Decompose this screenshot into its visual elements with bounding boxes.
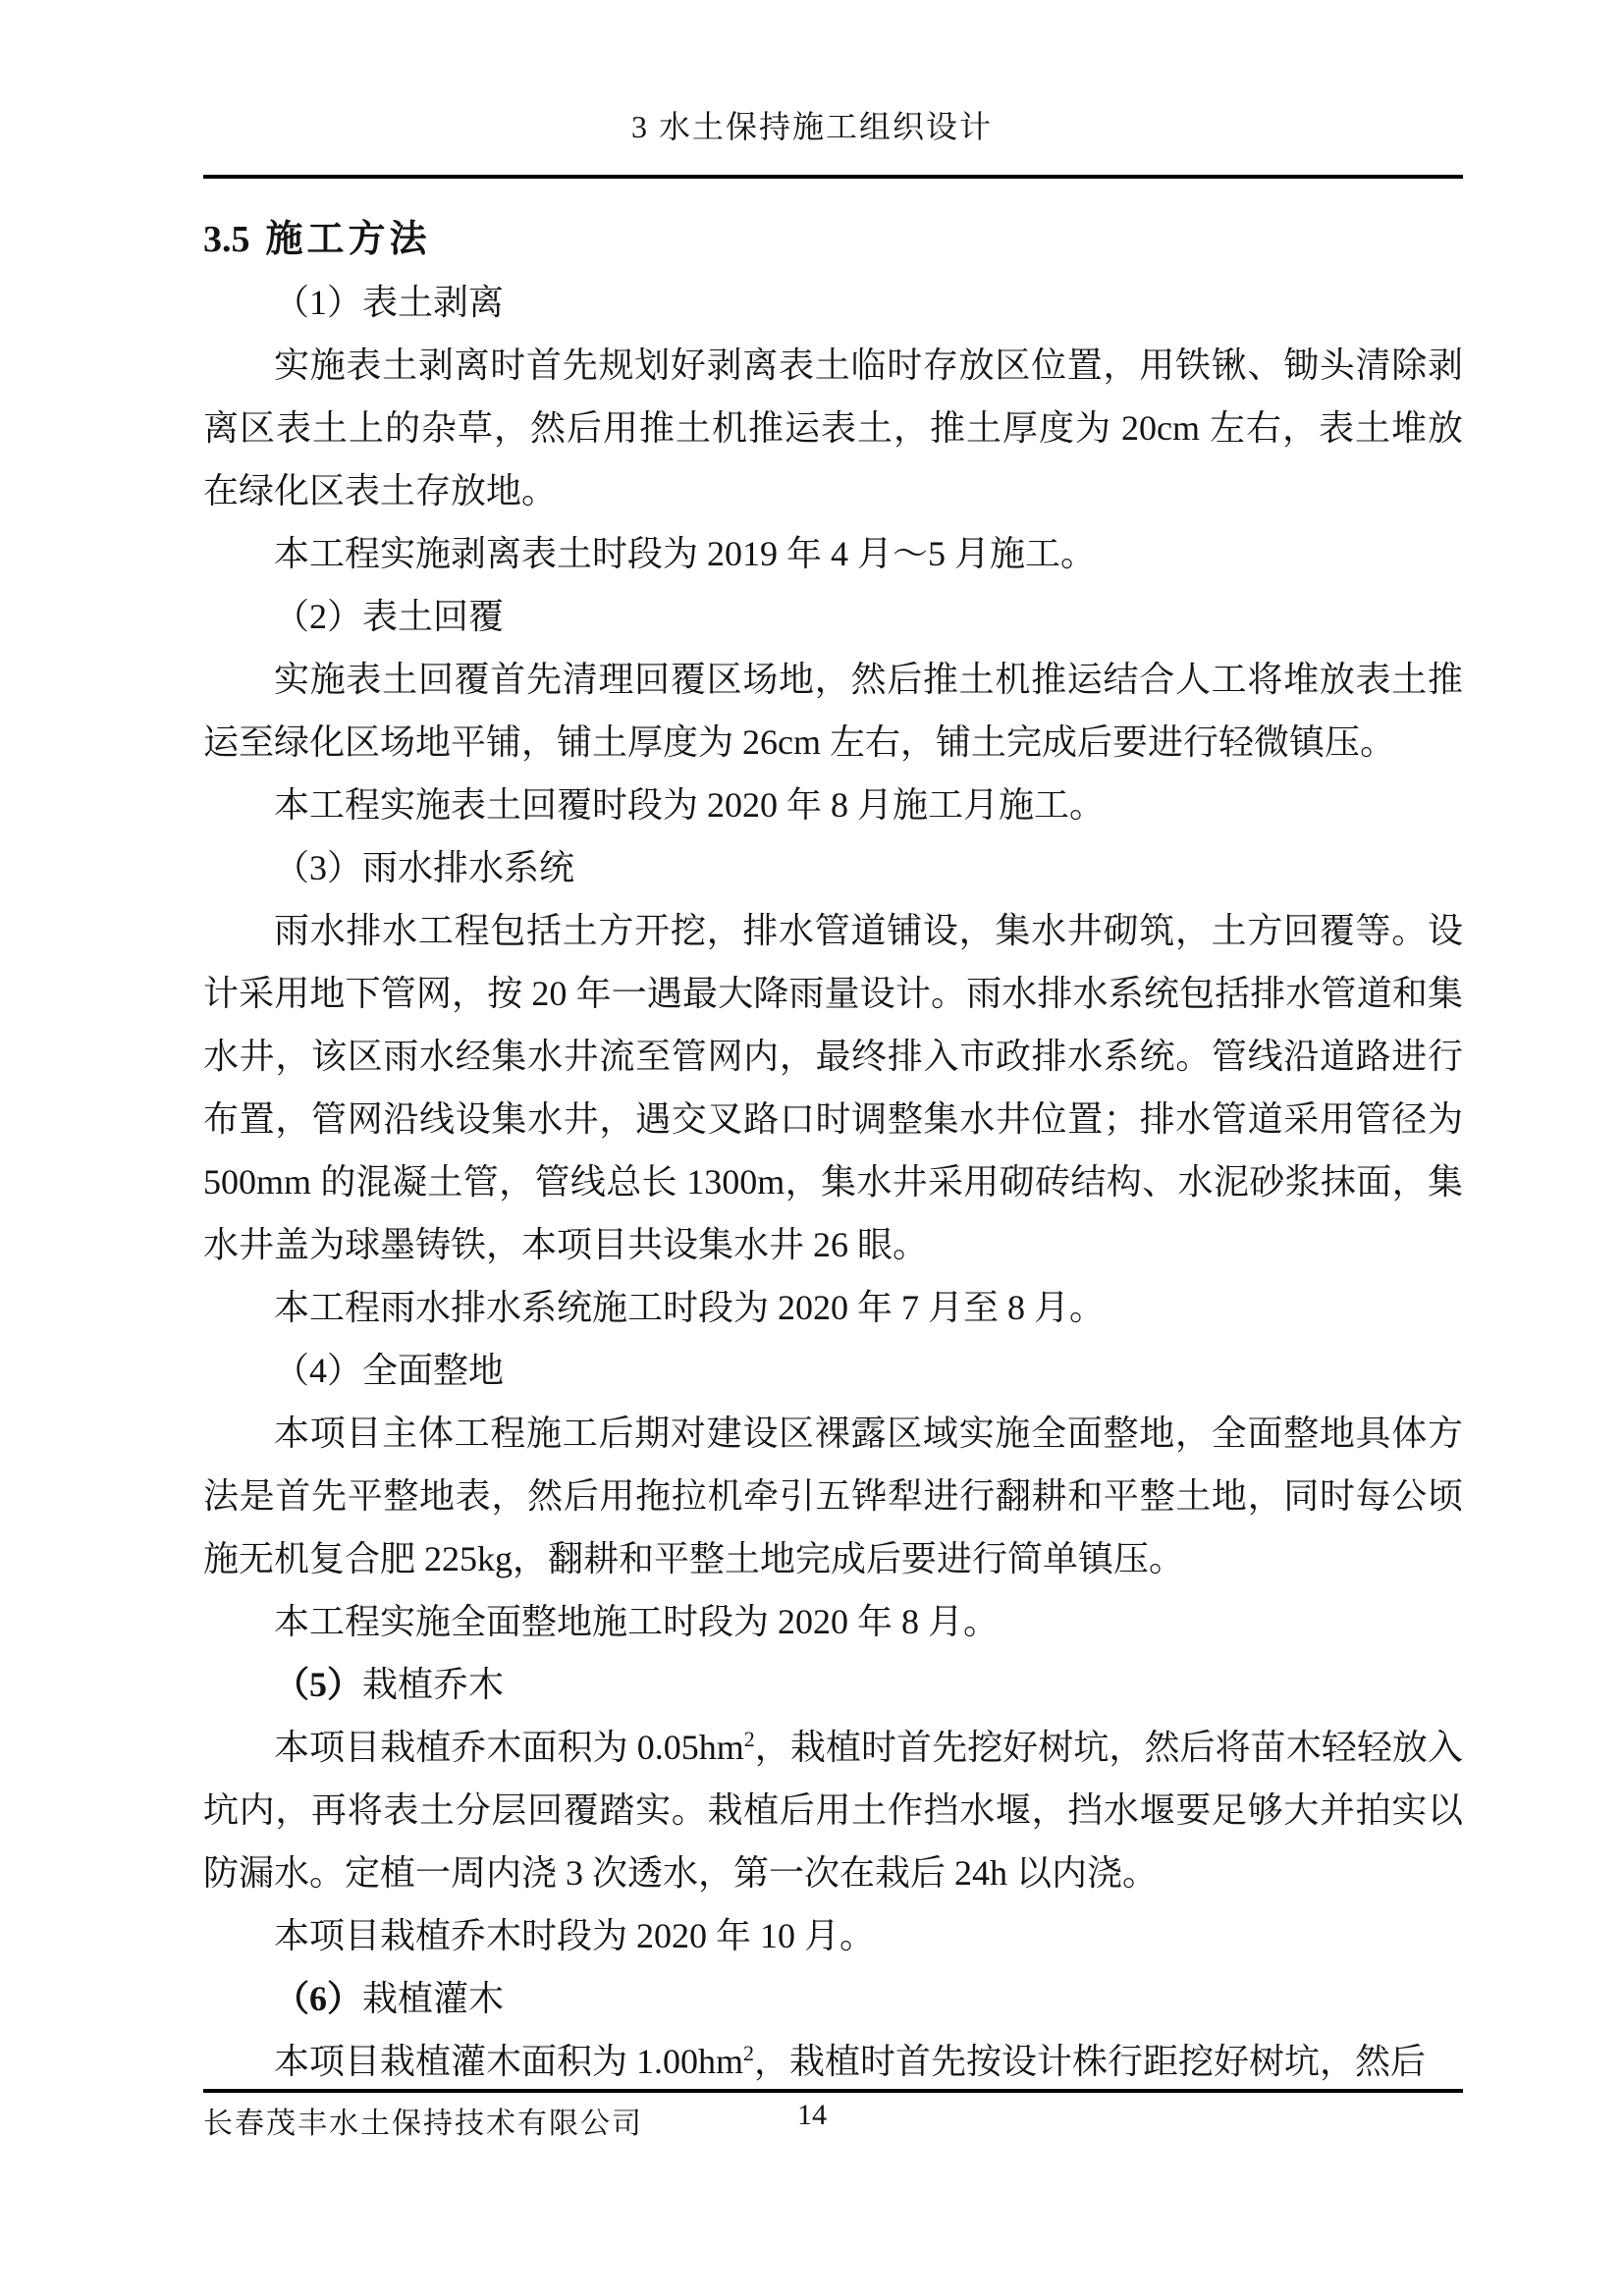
running-header-title: 3 水土保持施工组织设计 <box>630 109 993 144</box>
subheading-3 <box>203 836 1463 899</box>
subheading-1-label: 表土剥离 <box>362 283 505 322</box>
subheading-5-label: 栽植乔木 <box>362 1665 505 1704</box>
subheading-3-num: （3） <box>274 848 363 887</box>
subheading-2-label: 表土回覆 <box>362 597 505 636</box>
paragraph-5b: 本项目栽植乔木时段为 2020 年 10 月。 <box>274 1916 876 1955</box>
subheading-1-num: （1） <box>274 283 363 322</box>
paragraph-2a: 实施表土回覆首先清理回覆区场地，然后推土机推运结合人工将堆放表土推运至绿化区场地平铺，铺土厚度为 26cm 左右，铺土完成后要进行轻微镇压。 <box>203 660 1463 762</box>
subheading-4 <box>203 1339 1463 1402</box>
paragraph-6a-post: ，栽植时首先按设计株行距挖好树坑，然后 <box>754 2042 1427 2081</box>
footer-rule <box>203 2089 1463 2093</box>
section-title: 施工方法 <box>265 219 431 260</box>
paragraph-3a: 雨水排水工程包括土方开挖，排水管道铺设，集水井砌筑，土方回覆等。设计采用地下管网，按 20 年一遇最大降雨量设计。雨水排水系统包括排水管道和集水井，该区雨水经集水井流至管网内，最终排入市政排水系统。管线沿道路进行布置，管网沿线设集水井，遇交叉路口时调整集水井位置；排水管道采用管径为 500mm 的混凝土管，管线总长 1300m，集水井采用砌砖结构、水泥砂浆抹面，集水井盖为球墨铸铁，本项目共设集水井 26 眼。 <box>203 911 1463 1264</box>
paragraph-5a-pre: 本项目栽植乔木面积为 0.05hm <box>274 1728 744 1767</box>
header-rule <box>203 175 1463 179</box>
paragraph-1b: 本工程实施剥离表土时段为 2019 年 4 月～5 月施工。 <box>274 534 1097 573</box>
subheading-2 <box>203 585 1463 648</box>
paragraph-2b: 本工程实施表土回覆时段为 2020 年 8 月施工月施工。 <box>274 785 1106 825</box>
footer-page-number: 14 <box>797 2099 827 2131</box>
subheading-5 <box>203 1653 1463 1716</box>
subheading-6-num: （6） <box>274 1979 363 2018</box>
document-body <box>203 208 1463 2093</box>
paragraph-4b: 本工程实施全面整地施工时段为 2020 年 8 月。 <box>274 1602 1000 1641</box>
paragraph-4a: 本项目主体工程施工后期对建设区裸露区域实施全面整地，全面整地具体方法是首先平整地表，然后用拖拉机牵引五铧犁进行翻耕和平整土地，同时每公顷施无机复合肥 225kg，翻耕和平整土地完成后要进行简单镇压。 <box>203 1414 1463 1578</box>
paragraph-5a-post: ，栽植时首先挖好树坑，然后将苗木轻轻放入坑内，再将表土分层回覆踏实。栽植后用土作挡水堰，挡水堰要足够大并拍实以防漏水。定植一周内浇 3 次透水，第一次在栽后 24h 以内浇。 <box>203 1728 1463 1893</box>
superscript-2: 2 <box>743 1727 755 1751</box>
subheading-5-num: （5） <box>274 1665 363 1704</box>
paragraph-5a <box>203 1716 1463 1904</box>
paragraph-3b: 本工程雨水排水系统施工时段为 2020 年 7 月至 8 月。 <box>274 1288 1106 1327</box>
paragraph-1a: 实施表土剥离时首先规划好剥离表土临时存放区位置，用铁锹、锄头清除剥离区表土上的杂草，然后用推土机推运表土，推土厚度为 20cm 左右，表土堆放在绿化区表土存放地。 <box>203 346 1463 510</box>
subheading-1 <box>203 271 1463 334</box>
paragraph-6a <box>203 2030 1463 2093</box>
superscript-2: 2 <box>743 2041 755 2065</box>
subheading-2-num: （2） <box>274 597 363 636</box>
paragraph-6a-pre: 本项目栽植灌木面积为 1.00hm <box>274 2042 744 2081</box>
subheading-6 <box>203 1967 1463 2030</box>
subheading-4-label: 全面整地 <box>362 1351 505 1390</box>
footer-company: 长春茂丰水土保持技术有限公司 <box>203 2108 643 2140</box>
subheading-3-label: 雨水排水系统 <box>362 848 575 887</box>
section-heading <box>203 208 1463 271</box>
subheading-6-label: 栽植灌木 <box>362 1979 505 2018</box>
subheading-4-num: （4） <box>274 1351 363 1390</box>
section-number: 3.5 <box>203 219 250 260</box>
